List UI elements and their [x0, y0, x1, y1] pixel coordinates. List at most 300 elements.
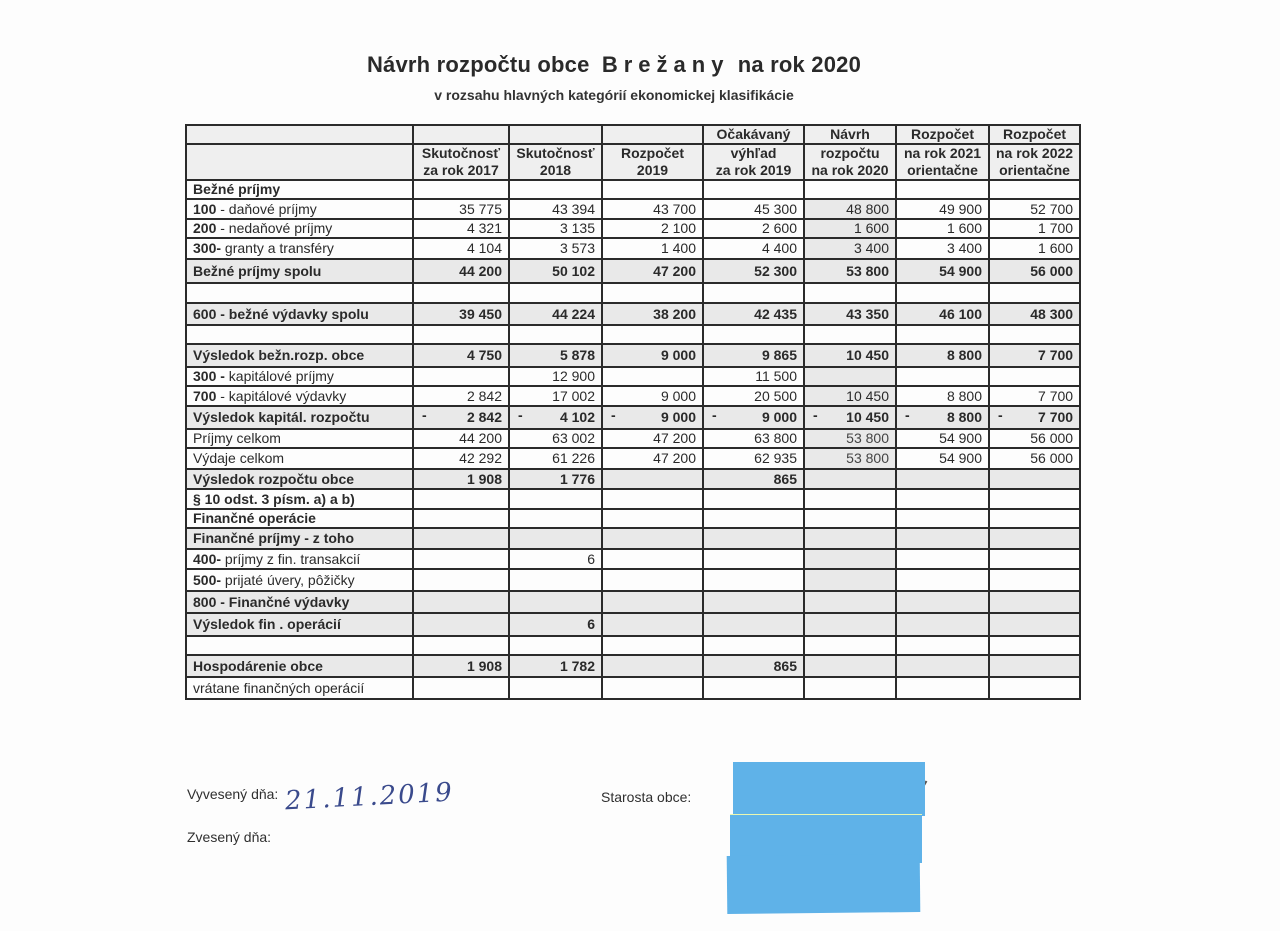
table-row [186, 367, 1080, 386]
row-label [186, 259, 413, 283]
value-cell [509, 325, 602, 344]
value-cell [509, 283, 602, 303]
value-cell [509, 569, 602, 591]
row-label-text: Výsledok bežn.rozp. obce [193, 347, 365, 363]
posted-label: Vyvesený dňa: [187, 786, 279, 802]
table-row [186, 549, 1080, 569]
column-header-line3: orientačne [999, 162, 1070, 178]
row-label [186, 429, 413, 448]
value-cell: 7 700 [989, 344, 1080, 367]
value-cell [804, 509, 896, 528]
row-label [186, 386, 413, 406]
value-cell: 1 700 [989, 219, 1080, 238]
table-row [186, 677, 1080, 699]
value-cell [896, 283, 989, 303]
row-label [186, 655, 413, 677]
value-cell: 4 321 [413, 219, 509, 238]
value-cell [896, 549, 989, 569]
value-cell [509, 636, 602, 655]
value-cell [509, 591, 602, 613]
table-row [186, 180, 1080, 199]
value-cell: 4 400 [703, 238, 804, 259]
row-label-text: kapitálové príjmy [224, 368, 334, 384]
value-cell: 45 300 [703, 199, 804, 219]
column-header [703, 144, 804, 180]
value-cell [896, 613, 989, 636]
row-label [186, 489, 413, 509]
value-cell: 1 908 [413, 655, 509, 677]
value-cell: 56 000 [989, 259, 1080, 283]
value-cell [703, 613, 804, 636]
value-cell: 56 000 [989, 448, 1080, 469]
table-row [186, 613, 1080, 636]
value-cell: 9 000 [602, 386, 703, 406]
row-label-text: § 10 odst. 3 písm. a) a b) [193, 491, 355, 507]
header-row [186, 144, 1080, 180]
value-cell [602, 489, 703, 509]
value-cell: 48 800 [804, 199, 896, 219]
minus-sign: - [518, 407, 523, 423]
column-header-line2: výhľad [730, 145, 777, 161]
row-label [186, 677, 413, 699]
value-cell: 1 600 [896, 219, 989, 238]
value-cell: 2 842 - [413, 406, 509, 429]
row-label [186, 613, 413, 636]
value-cell: 9 000 - [602, 406, 703, 429]
row-label-text: granty a transféry [221, 240, 334, 256]
value-cell [989, 549, 1080, 569]
value-cell [989, 613, 1080, 636]
value-cell [703, 180, 804, 199]
value-cell: 46 100 [896, 303, 989, 325]
value-cell [896, 591, 989, 613]
value-cell: 4 104 [413, 238, 509, 259]
value-cell [509, 180, 602, 199]
document-subtitle: v rozsahu hlavných kategórií ekonomickej klasifikácie [434, 87, 794, 103]
row-label [186, 528, 413, 549]
value-cell [602, 591, 703, 613]
minus-sign: - [611, 407, 616, 423]
value-cell: 3 400 [896, 238, 989, 259]
table-row [186, 528, 1080, 549]
row-code: 400- [193, 551, 222, 567]
value-cell: 42 292 [413, 448, 509, 469]
value-cell [896, 528, 989, 549]
table-row [186, 489, 1080, 509]
table-row [186, 199, 1080, 219]
value-cell [413, 591, 509, 613]
value-cell: 2 100 [602, 219, 703, 238]
value-cell: 53 800 [804, 259, 896, 283]
value-cell [602, 367, 703, 386]
row-label-text: Hospodárenie obce [193, 658, 323, 674]
row-label-text: Bežné príjmy spolu [193, 263, 322, 279]
value-cell [703, 549, 804, 569]
value-cell [989, 677, 1080, 699]
value-cell [989, 591, 1080, 613]
value-cell: 20 500 [703, 386, 804, 406]
value-cell: 61 226 [509, 448, 602, 469]
value-cell [509, 528, 602, 549]
row-label [186, 199, 413, 219]
row-label [186, 325, 413, 344]
minus-sign: - [905, 407, 910, 423]
value-cell [804, 655, 896, 677]
value-cell [804, 180, 896, 199]
column-header-line1: Rozpočet [896, 125, 989, 144]
value-cell: 11 500 [703, 367, 804, 386]
column-header-line3: 2018 [539, 162, 572, 178]
value-cell: 6 [509, 613, 602, 636]
value-cell: 10 450 - [804, 406, 896, 429]
row-label [186, 448, 413, 469]
value-cell: 52 300 [703, 259, 804, 283]
value-cell [804, 549, 896, 569]
value-cell [602, 469, 703, 489]
row-code: 500- [193, 572, 222, 588]
row-label-text: Výsledok kapitál. rozpočtu [193, 409, 370, 425]
header-corner [186, 144, 413, 180]
column-header [413, 144, 509, 180]
value-cell: 53 800 [804, 429, 896, 448]
minus-sign: - [998, 407, 1003, 423]
value-cell: 56 000 [989, 429, 1080, 448]
row-label [186, 469, 413, 489]
value-cell [804, 591, 896, 613]
value-cell [413, 549, 509, 569]
value-cell [989, 569, 1080, 591]
redaction-patch [727, 854, 921, 914]
value-cell: 62 935 [703, 448, 804, 469]
row-label [186, 636, 413, 655]
value-cell [989, 469, 1080, 489]
value-cell [989, 636, 1080, 655]
value-cell [896, 677, 989, 699]
value-cell [703, 489, 804, 509]
row-label [186, 219, 413, 238]
row-label [186, 180, 413, 199]
table-row [186, 303, 1080, 325]
value-cell [989, 509, 1080, 528]
value-cell [602, 613, 703, 636]
row-label-text: - kapitálové výdavky [216, 388, 347, 404]
value-cell [602, 636, 703, 655]
table-row [186, 509, 1080, 528]
value-cell [413, 367, 509, 386]
value-cell [509, 677, 602, 699]
value-cell [602, 677, 703, 699]
value-cell: 63 002 [509, 429, 602, 448]
value-cell: 48 300 [989, 303, 1080, 325]
value-cell: 35 775 [413, 199, 509, 219]
value-cell: 39 450 [413, 303, 509, 325]
value-cell [896, 509, 989, 528]
value-cell: 6 [509, 549, 602, 569]
row-label-text: Príjmy celkom [193, 430, 281, 446]
row-label-text: Bežné príjmy [193, 181, 281, 197]
row-label [186, 509, 413, 528]
budget-table [185, 124, 1081, 700]
row-code: 200 [193, 220, 217, 236]
value-cell: 43 394 [509, 199, 602, 219]
column-header-line2: Skutočnosť [421, 145, 501, 161]
value-cell: 1 600 [989, 238, 1080, 259]
value-cell: 865 [703, 655, 804, 677]
value-cell [804, 677, 896, 699]
mayor-label: Starosta obce: [601, 789, 692, 805]
value-cell [896, 636, 989, 655]
value-cell [703, 677, 804, 699]
value-cell: 2 600 [703, 219, 804, 238]
header-corner [186, 125, 413, 144]
title-prefix: Návrh rozpočtu obce [366, 52, 590, 77]
value-cell: 54 900 [896, 429, 989, 448]
value-cell: 49 900 [896, 199, 989, 219]
row-label-text: 600 - bežné výdavky spolu [193, 306, 369, 322]
removed-label: Zvesený dňa: [187, 829, 272, 845]
value-cell [703, 636, 804, 655]
column-header-line1 [509, 125, 602, 144]
row-label-text: príjmy z fin. transakcií [221, 551, 361, 567]
value-cell: 1 776 [509, 469, 602, 489]
column-header-line1 [602, 125, 703, 144]
value-cell: 63 800 [703, 429, 804, 448]
table-row [186, 636, 1080, 655]
row-code: 300 - [193, 368, 225, 384]
value-cell: 10 450 [804, 344, 896, 367]
row-label-text: Výdaje celkom [193, 450, 285, 466]
value-cell [989, 180, 1080, 199]
value-cell: 52 700 [989, 199, 1080, 219]
row-label-text: Výsledok fin . operácií [193, 616, 341, 632]
value-cell [703, 325, 804, 344]
table-row [186, 386, 1080, 406]
row-label [186, 283, 413, 303]
value-cell: 50 102 [509, 259, 602, 283]
value-cell: 47 200 [602, 448, 703, 469]
value-cell [896, 489, 989, 509]
value-cell: 54 900 [896, 259, 989, 283]
value-cell: 38 200 [602, 303, 703, 325]
value-cell: 10 450 [804, 386, 896, 406]
value-cell [413, 528, 509, 549]
column-header-line3: orientačne [907, 162, 978, 178]
value-cell: 7 700 - [989, 406, 1080, 429]
value-cell [989, 528, 1080, 549]
column-header-line3: za rok 2019 [715, 162, 792, 178]
column-header-line1: Návrh [804, 125, 896, 144]
minus-sign: - [712, 407, 717, 423]
row-label-text: prijaté úvery, pôžičky [221, 572, 355, 588]
value-cell [509, 489, 602, 509]
value-cell: 47 200 [602, 259, 703, 283]
value-cell [804, 325, 896, 344]
value-cell [804, 636, 896, 655]
value-cell: 42 435 [703, 303, 804, 325]
table-row [186, 655, 1080, 677]
table-row [186, 591, 1080, 613]
value-cell [602, 569, 703, 591]
value-cell: 9 000 [602, 344, 703, 367]
row-label-text: - daňové príjmy [216, 201, 317, 217]
value-cell [989, 283, 1080, 303]
column-header-line3: 2019 [636, 162, 669, 178]
column-header-line1 [413, 125, 509, 144]
value-cell: 8 800 [896, 386, 989, 406]
row-label [186, 303, 413, 325]
value-cell: 7 700 [989, 386, 1080, 406]
header-row-top [186, 125, 1080, 144]
column-header-line2: na rok 2022 [996, 145, 1074, 161]
value-cell [989, 655, 1080, 677]
value-cell: 8 800 [896, 344, 989, 367]
value-cell: 2 842 [413, 386, 509, 406]
row-code: 300- [193, 240, 222, 256]
value-cell: 47 200 [602, 429, 703, 448]
row-label [186, 238, 413, 259]
column-header-line3: za rok 2017 [423, 162, 499, 178]
column-header-line1: Rozpočet [989, 125, 1080, 144]
value-cell [896, 180, 989, 199]
table-row [186, 283, 1080, 303]
value-cell [413, 613, 509, 636]
value-cell [602, 325, 703, 344]
value-cell [989, 367, 1080, 386]
row-label-text: 800 - Finančné výdavky [193, 594, 350, 610]
value-cell [804, 489, 896, 509]
column-header [896, 144, 989, 180]
value-cell [703, 509, 804, 528]
column-header-line2: rozpočtu [820, 145, 880, 161]
value-cell: 12 900 [509, 367, 602, 386]
value-cell [602, 509, 703, 528]
column-header [602, 144, 703, 180]
value-cell [602, 549, 703, 569]
row-code: 700 [193, 388, 217, 404]
table-row [186, 325, 1080, 344]
value-cell [413, 569, 509, 591]
column-header-line1: Očakávaný [703, 125, 804, 144]
value-cell [896, 569, 989, 591]
value-cell: 3 400 [804, 238, 896, 259]
value-cell: 44 200 [413, 259, 509, 283]
posted-date-handwritten: 21.11.2019 [284, 777, 455, 817]
value-cell: 1 908 [413, 469, 509, 489]
row-label [186, 591, 413, 613]
value-cell: 43 350 [804, 303, 896, 325]
value-cell [804, 283, 896, 303]
table-row [186, 219, 1080, 238]
column-header [989, 144, 1080, 180]
value-cell: 43 700 [602, 199, 703, 219]
value-cell [413, 283, 509, 303]
row-label [186, 367, 413, 386]
row-label-text: - nedaňové príjmy [216, 220, 333, 236]
value-cell [804, 367, 896, 386]
row-label [186, 569, 413, 591]
column-header-line3: na rok 2020 [811, 162, 889, 178]
value-cell [413, 677, 509, 699]
value-cell [804, 469, 896, 489]
value-cell: 3 135 [509, 219, 602, 238]
column-header-line2: Skutočnosť [516, 145, 595, 161]
value-cell: 54 900 [896, 448, 989, 469]
value-cell [804, 613, 896, 636]
value-cell: 1 782 [509, 655, 602, 677]
column-header-line2: na rok 2021 [903, 145, 982, 161]
value-cell [703, 283, 804, 303]
row-label [186, 549, 413, 569]
municipality-name: Brežany [601, 52, 730, 77]
value-cell: 53 800 [804, 448, 896, 469]
value-cell: 1 600 [804, 219, 896, 238]
column-header [509, 144, 602, 180]
value-cell [602, 655, 703, 677]
value-cell [509, 509, 602, 528]
minus-sign: - [813, 407, 818, 423]
value-cell [413, 325, 509, 344]
value-cell [602, 528, 703, 549]
value-cell: 17 002 [509, 386, 602, 406]
value-cell [896, 325, 989, 344]
value-cell [703, 591, 804, 613]
row-code: 100 [193, 201, 217, 217]
row-label-text: Finančné príjmy - z toho [193, 530, 355, 546]
value-cell: 4 750 [413, 344, 509, 367]
value-cell [602, 180, 703, 199]
table-row [186, 448, 1080, 469]
column-header-line2: Rozpočet [621, 145, 684, 161]
value-cell [602, 283, 703, 303]
value-cell [804, 569, 896, 591]
value-cell [896, 469, 989, 489]
value-cell: 9 000 - [703, 406, 804, 429]
value-cell [413, 489, 509, 509]
value-cell [896, 367, 989, 386]
table-row [186, 429, 1080, 448]
value-cell: 44 200 [413, 429, 509, 448]
value-cell: 8 800 - [896, 406, 989, 429]
table-row [186, 259, 1080, 283]
value-cell [413, 509, 509, 528]
row-label [186, 344, 413, 367]
table-row [186, 238, 1080, 259]
value-cell [703, 528, 804, 549]
title-suffix: na rok 2020 [737, 52, 862, 77]
value-cell: 5 878 [509, 344, 602, 367]
value-cell: 4 102 - [509, 406, 602, 429]
row-label [186, 406, 413, 429]
table-row [186, 344, 1080, 367]
value-cell [896, 655, 989, 677]
value-cell [989, 489, 1080, 509]
value-cell: 9 865 [703, 344, 804, 367]
table-row [186, 569, 1080, 591]
value-cell: 44 224 [509, 303, 602, 325]
table-row [186, 406, 1080, 429]
minus-sign: - [422, 407, 427, 423]
value-cell [413, 636, 509, 655]
value-cell: 3 573 [509, 238, 602, 259]
value-cell [989, 325, 1080, 344]
document-title [0, 52, 1228, 78]
column-header [804, 144, 896, 180]
row-label-text: Výsledok rozpočtu obce [193, 471, 355, 487]
value-cell: 1 400 [602, 238, 703, 259]
row-label-text: Finančné operácie [193, 510, 316, 526]
row-label-text: vrátane finančných operácií [193, 680, 365, 696]
table-row [186, 469, 1080, 489]
